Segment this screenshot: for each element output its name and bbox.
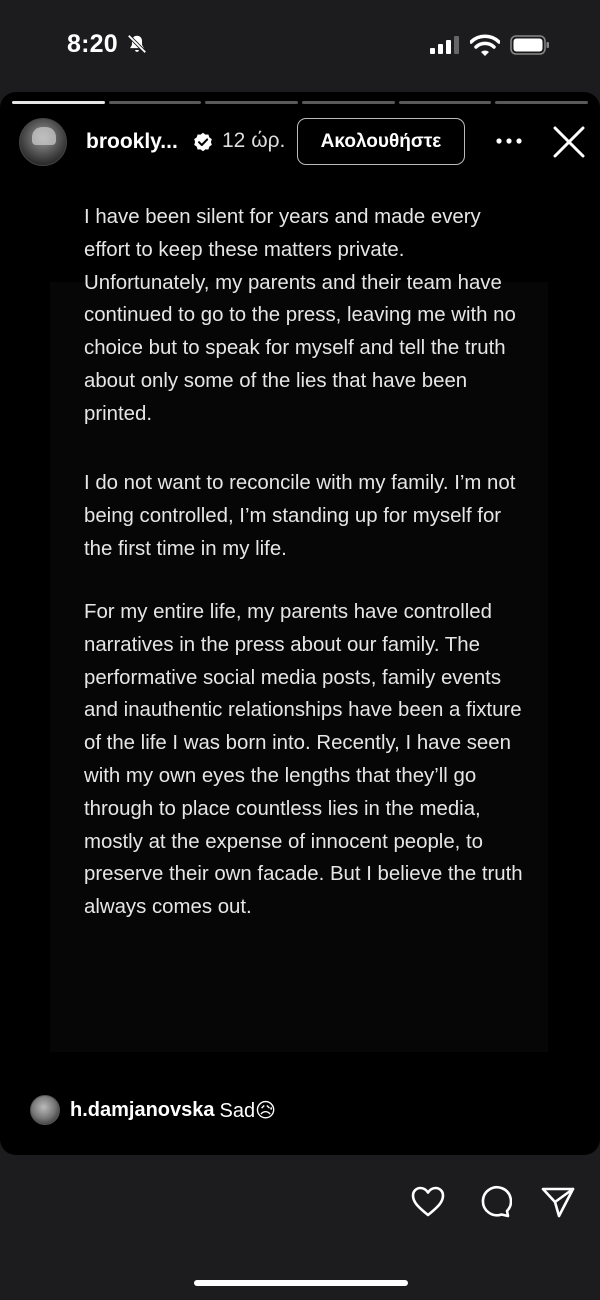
verified-badge-icon <box>193 132 213 152</box>
story-username[interactable]: brookly... <box>86 130 178 153</box>
progress-segment <box>205 101 298 104</box>
wifi-icon <box>470 34 500 56</box>
reply-username[interactable]: h.damjanovska <box>70 1098 215 1121</box>
story-progress-bar <box>12 101 588 104</box>
story-header <box>0 116 600 172</box>
follow-button[interactable]: Ακολουθήστε <box>297 118 465 165</box>
progress-segment <box>399 101 492 104</box>
status-time: 8:20 <box>67 30 118 58</box>
status-bar <box>0 0 600 90</box>
home-indicator[interactable] <box>194 1280 408 1286</box>
more-options-icon[interactable] <box>492 124 526 158</box>
close-icon[interactable] <box>551 124 587 160</box>
bell-slash-icon <box>126 33 148 55</box>
story-paragraph: For my entire life, my parents have controlled narratives in the press about our family. The performative social media posts, family events and inauthentic relationships have been a fixture of the life I was born into. Recently, I have seen with my own eyes the lengths that they’ll go through to place countless lies in the media, mostly at the expense of innocent people, to preserve their own facade. But I believe the truth always comes out. <box>84 601 523 919</box>
progress-segment <box>109 101 202 104</box>
heart-icon[interactable] <box>410 1184 446 1220</box>
comment-icon[interactable] <box>476 1184 512 1220</box>
progress-segment <box>12 101 105 104</box>
reply-avatar[interactable] <box>30 1095 60 1125</box>
story-paragraph: I have been silent for years and made every effort to keep these matters private. Unfortunately, my parents and their team have continued to go to the press, leaving me with no choice but to speak for myself and tell the truth about only some of the lies that have been printed. <box>84 206 516 425</box>
reply-text: Sad😥 <box>219 1099 276 1122</box>
battery-icon <box>510 35 550 55</box>
story-actions <box>0 1180 600 1230</box>
progress-segment <box>302 101 395 104</box>
cellular-signal-icon <box>430 36 462 54</box>
progress-segment <box>495 101 588 104</box>
profile-avatar[interactable] <box>19 118 67 166</box>
story-paragraph: I do not want to reconcile with my family. I’m not being controlled, I’m standing up for myself for the first time in my life. <box>84 472 516 560</box>
send-icon[interactable] <box>540 1184 576 1220</box>
story-reply <box>30 1093 276 1127</box>
story-time-ago: 12 ώρ. <box>222 129 286 152</box>
